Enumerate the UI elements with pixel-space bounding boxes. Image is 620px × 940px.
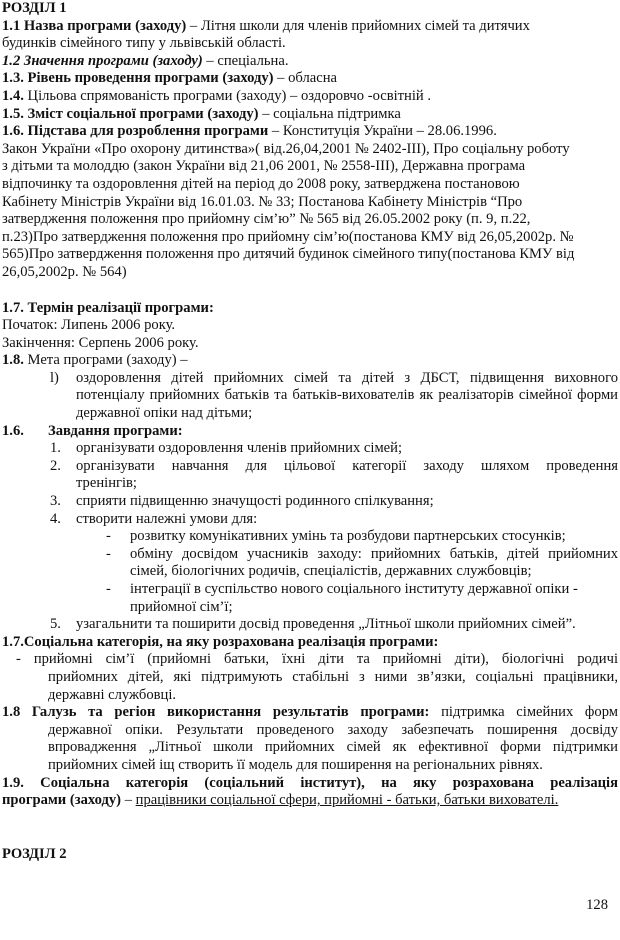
- tasks-title: Завдання програми:: [48, 422, 183, 439]
- subtask-line: прийомної сім’ї;: [130, 598, 233, 615]
- item-1-8b: [2, 704, 618, 722]
- item-1-9-label: 1.9. Соціальна категорія (соціальний інститут), на яку розрахована реалізація: [2, 774, 618, 791]
- item-1-6-text: – Конституція України – 28.06.1996.: [268, 123, 497, 140]
- item-1-3-text: – обласна: [273, 70, 338, 87]
- item-1-1-label: 1.1 Назва програми (заходу): [2, 17, 187, 34]
- task-item: [2, 440, 618, 458]
- item-1-8: [2, 352, 618, 370]
- task-item: [2, 458, 618, 493]
- subtask-dash: -: [106, 545, 111, 562]
- item-1-2-label: 1.2 Значення програми (заходу): [2, 52, 203, 69]
- task-line: сприяти підвищенню значущості родинного спілкування;: [76, 493, 434, 510]
- subtask-line: обміну досвідом учасників заходу: прийомних батьків, дітей прийомних: [130, 545, 618, 562]
- tasks-label: 1.6.: [2, 422, 24, 439]
- page-number: 128: [586, 897, 608, 913]
- item-1-7-title: 1.7. Термін реалізації програми:: [2, 299, 214, 316]
- item-1-6-line: затвердження положення про прийомну сім’ю” № 565 від 26.05.2002 року (п. 9, п.22,: [2, 211, 531, 228]
- social-category-title: 1.7.Соціальна категорія, на яку розрахована реалізація програми:: [2, 633, 439, 650]
- item-1-6: [2, 123, 618, 141]
- task-line: узагальнити та поширити досвід проведення „Літньої школи прийомних сімей”.: [76, 616, 576, 633]
- item-1-6-label: 1.6. Підстава для розроблення програми: [2, 123, 269, 140]
- social-category-line: - прийомні сім’ї (прийомні батьки, їхні діти та прийомні діти), біологічні родичі: [16, 651, 618, 668]
- task-line: організувати оздоровлення членів прийомних сімей;: [76, 440, 403, 457]
- task-number: 4.: [50, 510, 61, 527]
- task-item: [2, 493, 618, 511]
- item-1-6-line: відпочинку та оздоровлення дітей на період до 2008 року, затверджена постановою: [2, 175, 520, 192]
- goal-line: оздоровлення дітей прийомних сімей та дітей з ДБСТ, підвищення виховного: [76, 369, 618, 386]
- item-1-6-line: п.23)Про затвердження положення про прийомну сім’ю(постанова КМУ від 26,05,2002р. №: [2, 228, 574, 245]
- item-1-5-text: – соціальна підтримка: [258, 105, 401, 122]
- item-1-6-line: 565)Про затвердження положення про дитячий будинок сімейного типу(постанова КМУ від: [2, 246, 575, 263]
- goal-marker: l): [50, 369, 59, 386]
- task-line: організувати навчання для цільової категорії заходу шляхом проведення: [76, 457, 618, 474]
- social-category-line: державні службовці.: [48, 686, 177, 703]
- tasks-heading: [2, 423, 618, 441]
- subtask-item: [2, 528, 618, 546]
- item-1-8b-line: державної опіки. Результати проведеного заходу забезпечать поширення досвіду: [48, 721, 618, 738]
- item-1-9-underlined: працівники соціальної сфери, прийомні - батьки, батьки вихователі.: [135, 792, 559, 809]
- task-line: тренінгів;: [76, 475, 137, 492]
- spacer: [2, 810, 618, 828]
- item-1-1: [2, 18, 618, 36]
- task-item: [2, 616, 618, 634]
- social-category-line: прийомних дітей, які підтримують стабільні з ними зв’язки, соціальні працівники,: [48, 668, 618, 685]
- item-1-8b-first: підтримка сімейних форм: [429, 704, 618, 721]
- item-1-9-dash: –: [121, 792, 136, 809]
- item-1-3: [2, 70, 618, 88]
- task-line: створити належні умови для:: [76, 510, 258, 527]
- task-item: [2, 511, 618, 529]
- section-2-title: РОЗДІЛ 2: [2, 845, 67, 862]
- item-1-6-line: Кабінету Міністрів України від 16.01.03. № 33; Постанова Кабінету Міністрів “Про: [2, 193, 523, 210]
- item-1-6-line: з дітьми та молоддю (закон України від 21,06 2001, № 2558-ІІІ), Державна програма: [2, 158, 526, 175]
- task-number: 3.: [50, 493, 61, 510]
- section-1-title: РОЗДІЛ 1: [2, 0, 67, 16]
- item-1-9-label-2: програми (заходу): [2, 792, 122, 809]
- item-1-5-label: 1.5. Зміст соціальної програми (заходу): [2, 105, 259, 122]
- item-1-2-text: – спеціальна.: [202, 52, 289, 69]
- goal-line: потенціалу прийомних батьків та батьків-вихователів як реалізаторів сімейної форми: [76, 387, 618, 404]
- subtask-line: сімей, біологічних родичів, спеціалістів, державних службовців;: [130, 563, 532, 580]
- item-1-7-start: Початок: Липень 2006 року.: [2, 317, 176, 334]
- spacer: [2, 828, 618, 846]
- item-1-8-label: 1.8.: [2, 352, 24, 369]
- item-1-8b-line: впровадження „Літньої школи прийомних сімей як ефективної форми підтримки: [48, 739, 618, 756]
- item-1-9-cont: [2, 792, 618, 810]
- item-1-2: [2, 53, 618, 71]
- item-1-3-label: 1.3. Рівень проведення програми (заходу): [2, 70, 274, 87]
- item-1-4: [2, 88, 618, 106]
- subtask-line: розвитку комунікативних умінь та розбудови партнерських стосунків;: [130, 528, 566, 545]
- item-1-4-label: 1.4.: [2, 87, 24, 104]
- subtask-dash: -: [106, 528, 111, 545]
- item-1-1-text: – Літня школи для членів прийомних сімей та дитячих: [186, 17, 530, 34]
- task-number: 1.: [50, 440, 61, 457]
- subtask-item: [2, 581, 618, 616]
- item-1-5: [2, 106, 618, 124]
- subtask-dash: -: [106, 581, 111, 597]
- item-1-8b-label: 1.8 Галузь та регіон використання результатів програми:: [2, 704, 430, 721]
- item-1-6-line: Закон України «Про охорону дитинства»( від.26,04,2001 № 2402-ІІІ), Про соціальну роботу: [2, 140, 570, 157]
- item-1-8b-line: прийомних сімей іщ створить її модель для поширення на регіональних рівнях.: [48, 756, 543, 773]
- item-1-4-text: Цільова спрямованість програми (заходу) – оздоровчо -освітній .: [23, 87, 431, 104]
- item-1-8-text: Мета програми (заходу) –: [23, 352, 188, 369]
- item-1-7-end: Закінчення: Серпень 2006 року.: [2, 334, 199, 351]
- subtask-line: інтеграції в суспільство нового соціального інституту державної опіки -: [130, 581, 578, 597]
- subtask-item: [2, 546, 618, 581]
- spacer: [2, 282, 618, 300]
- item-1-6-line: 26,05,2002р. № 564): [2, 263, 127, 280]
- goal-line: державної опіки над дітьми;: [76, 405, 253, 422]
- task-number: 5.: [50, 616, 61, 633]
- goal-item: [2, 370, 618, 423]
- item-1-1-cont: будинків сімейного типу у львівській області.: [2, 35, 286, 52]
- task-number: 2.: [50, 457, 61, 474]
